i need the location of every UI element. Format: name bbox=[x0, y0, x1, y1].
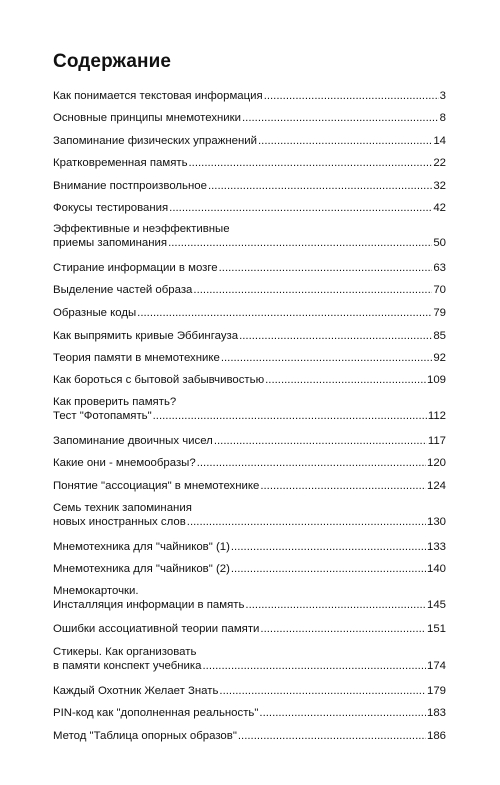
toc-entry-title: Ошибки ассоциативной теории памяти bbox=[53, 623, 260, 635]
dot-leader bbox=[265, 373, 426, 387]
toc-entry-row bbox=[53, 283, 446, 297]
toc-entry-title: Метод "Таблица опорных образов" bbox=[53, 730, 237, 742]
toc-entry-page-number: 63 bbox=[433, 262, 446, 274]
toc-entry-page-number: 8 bbox=[439, 112, 446, 124]
toc-entry-page-number: 79 bbox=[433, 307, 446, 319]
dot-leader bbox=[208, 179, 432, 193]
toc-entry-row bbox=[53, 684, 446, 698]
toc-entry-title: Как бороться с бытовой забывчивостью bbox=[53, 374, 265, 386]
toc-entry-title: Теория памяти в мнемотехнике bbox=[53, 352, 220, 364]
toc-entry bbox=[53, 540, 446, 554]
toc-entry-row bbox=[53, 351, 446, 365]
toc-entry-title: Понятие "ассоциация" в мнемотехнике bbox=[53, 480, 260, 492]
dot-leader bbox=[239, 329, 432, 343]
toc-entry-row bbox=[53, 373, 446, 387]
toc-entry bbox=[53, 306, 446, 320]
toc-entry-page-number: 85 bbox=[433, 330, 446, 342]
toc-entry-title-line: Стикеры. Как организовать bbox=[53, 646, 197, 658]
dot-leader bbox=[169, 201, 432, 215]
dot-leader bbox=[219, 684, 426, 698]
toc-entry bbox=[53, 201, 446, 215]
toc-entry bbox=[53, 434, 446, 448]
dot-leader bbox=[231, 540, 426, 554]
toc-entry-row bbox=[53, 261, 446, 275]
dot-leader bbox=[202, 659, 426, 673]
dot-leader bbox=[189, 156, 433, 170]
toc-entry-title: Образные коды bbox=[53, 307, 137, 319]
toc-entry-row bbox=[53, 562, 446, 576]
toc-entry bbox=[53, 329, 446, 343]
toc-entry-page-number: 151 bbox=[426, 623, 446, 635]
toc-entry-page-number: 186 bbox=[426, 730, 446, 742]
dot-leader bbox=[168, 236, 432, 250]
dot-leader bbox=[242, 111, 439, 125]
toc-entry-page-number: 140 bbox=[426, 563, 446, 575]
toc-entry-title: Фокусы тестирования bbox=[53, 202, 169, 214]
toc-entry-page-number: 120 bbox=[426, 457, 446, 469]
toc-entry-title-line: Эффективные и неэффективные bbox=[53, 223, 230, 235]
toc-entry-title: Выделение частей образа bbox=[53, 284, 193, 296]
toc-entry-page-number: 183 bbox=[426, 707, 446, 719]
dot-leader bbox=[258, 134, 432, 148]
toc-entry bbox=[53, 501, 446, 529]
toc-entry-row bbox=[53, 706, 446, 720]
toc-entry-title: в памяти конспект учебника bbox=[53, 660, 202, 672]
toc-entry-page-number: 130 bbox=[426, 516, 446, 528]
toc-entry-row bbox=[53, 456, 446, 470]
toc-entry-page-number: 112 bbox=[427, 410, 446, 422]
toc-entry-title: новых иностранных слов bbox=[53, 516, 186, 528]
toc-entry-page-number: 174 bbox=[426, 660, 446, 672]
page-title: Содержание bbox=[53, 51, 172, 72]
toc-entry-page-number: 133 bbox=[426, 541, 446, 553]
toc-entry-title: PIN-код как "дополненная реальность" bbox=[53, 707, 259, 719]
toc-entry-row bbox=[53, 134, 446, 148]
toc-entry-title-line: Семь техник запоминания bbox=[53, 502, 192, 514]
toc-entry-page-number: 3 bbox=[439, 90, 446, 102]
toc-entry-row bbox=[53, 479, 446, 493]
toc-entry-row bbox=[53, 622, 446, 636]
toc-entry-page-number: 32 bbox=[433, 180, 446, 192]
toc-entry-title: Основные принципы мнемотехники bbox=[53, 112, 242, 124]
toc-entry bbox=[53, 622, 446, 636]
dot-leader bbox=[187, 515, 426, 529]
toc-entry-row bbox=[53, 306, 446, 320]
dot-leader bbox=[264, 89, 439, 103]
toc-entry-title: Как понимается текстовая информация bbox=[53, 90, 263, 102]
toc-entry-title: Каждый Охотник Желает Знать bbox=[53, 685, 219, 697]
toc-entry-row bbox=[53, 201, 446, 215]
toc-entry bbox=[53, 645, 446, 673]
toc-entry-page-number: 124 bbox=[426, 480, 446, 492]
toc-entry bbox=[53, 706, 446, 720]
dot-leader bbox=[153, 409, 427, 423]
toc-entry bbox=[53, 261, 446, 275]
dot-leader bbox=[259, 706, 426, 720]
toc-entry-title: Запоминание двоичных чисел bbox=[53, 435, 213, 447]
toc-entry-row bbox=[53, 89, 446, 103]
toc-entry-title: Мнемотехника для "чайников" (2) bbox=[53, 563, 230, 575]
toc-entry-row bbox=[53, 156, 446, 170]
toc-entry-page-number: 92 bbox=[433, 352, 446, 364]
toc-entry-title: Мнемотехника для "чайников" (1) bbox=[53, 541, 230, 553]
toc-entry bbox=[53, 283, 446, 297]
toc-entry-page-number: 117 bbox=[427, 435, 446, 447]
toc-entry-page-number: 179 bbox=[426, 685, 446, 697]
dot-leader bbox=[245, 598, 426, 612]
toc-entry bbox=[53, 729, 446, 743]
toc-entry-page-number: 50 bbox=[433, 237, 446, 249]
toc-entry-row bbox=[53, 434, 446, 448]
toc-entry bbox=[53, 373, 446, 387]
toc-entry-title: Тест "Фотопамять" bbox=[53, 410, 152, 422]
toc-entry-title: Внимание постпроизвольное bbox=[53, 180, 207, 192]
toc-entry-page-number: 109 bbox=[426, 374, 446, 386]
toc-entry-title: Какие они - мнемообразы? bbox=[53, 457, 196, 469]
dot-leader bbox=[137, 306, 432, 320]
toc-entry-row bbox=[53, 329, 446, 343]
toc-entry-row bbox=[53, 659, 446, 673]
toc-entry bbox=[53, 179, 446, 193]
toc-entry bbox=[53, 562, 446, 576]
dot-leader bbox=[260, 622, 426, 636]
toc-entry bbox=[53, 89, 446, 103]
toc-entry-title: Запоминание физических упражнений bbox=[53, 135, 257, 147]
toc-entry bbox=[53, 395, 446, 423]
dot-leader bbox=[260, 479, 426, 493]
toc-entry-page-number: 42 bbox=[433, 202, 446, 214]
toc-entry-title: Инсталляция информации в память bbox=[53, 599, 245, 611]
dot-leader bbox=[221, 351, 433, 365]
toc-entry-row bbox=[53, 515, 446, 529]
toc-entry-row bbox=[53, 729, 446, 743]
toc-entry-page-number: 14 bbox=[433, 135, 446, 147]
toc-entry bbox=[53, 456, 446, 470]
toc-entry-row bbox=[53, 409, 446, 423]
toc-entry bbox=[53, 134, 446, 148]
dot-leader bbox=[219, 261, 433, 275]
toc-entry bbox=[53, 111, 446, 125]
dot-leader bbox=[197, 456, 426, 470]
dot-leader bbox=[193, 283, 432, 297]
toc-entry-page-number: 22 bbox=[433, 157, 446, 169]
toc-entry-page-number: 70 bbox=[433, 284, 446, 296]
toc-entry-title: Стирание информации в мозге bbox=[53, 262, 218, 274]
dot-leader bbox=[214, 434, 427, 448]
toc-entry-row bbox=[53, 598, 446, 612]
toc-entry-page-number: 145 bbox=[426, 599, 446, 611]
toc-entry-title: Кратковременная память bbox=[53, 157, 188, 169]
toc-entry-row bbox=[53, 111, 446, 125]
toc-entry-row bbox=[53, 179, 446, 193]
toc-entry-row bbox=[53, 236, 446, 250]
dot-leader bbox=[238, 729, 426, 743]
toc-entry bbox=[53, 479, 446, 493]
toc-entry bbox=[53, 156, 446, 170]
toc-entry-title-line: Как проверить память? bbox=[53, 396, 177, 408]
toc-entry-row bbox=[53, 540, 446, 554]
toc-entry bbox=[53, 584, 446, 612]
toc-entry bbox=[53, 351, 446, 365]
dot-leader bbox=[231, 562, 426, 576]
toc-entry-title: Как выпрямить кривые Эббингауза bbox=[53, 330, 239, 342]
toc-entry bbox=[53, 222, 446, 250]
toc-entry-title: приемы запоминания bbox=[53, 237, 168, 249]
toc-entry-title-line: Мнемокарточки. bbox=[53, 585, 139, 597]
toc-entry bbox=[53, 684, 446, 698]
